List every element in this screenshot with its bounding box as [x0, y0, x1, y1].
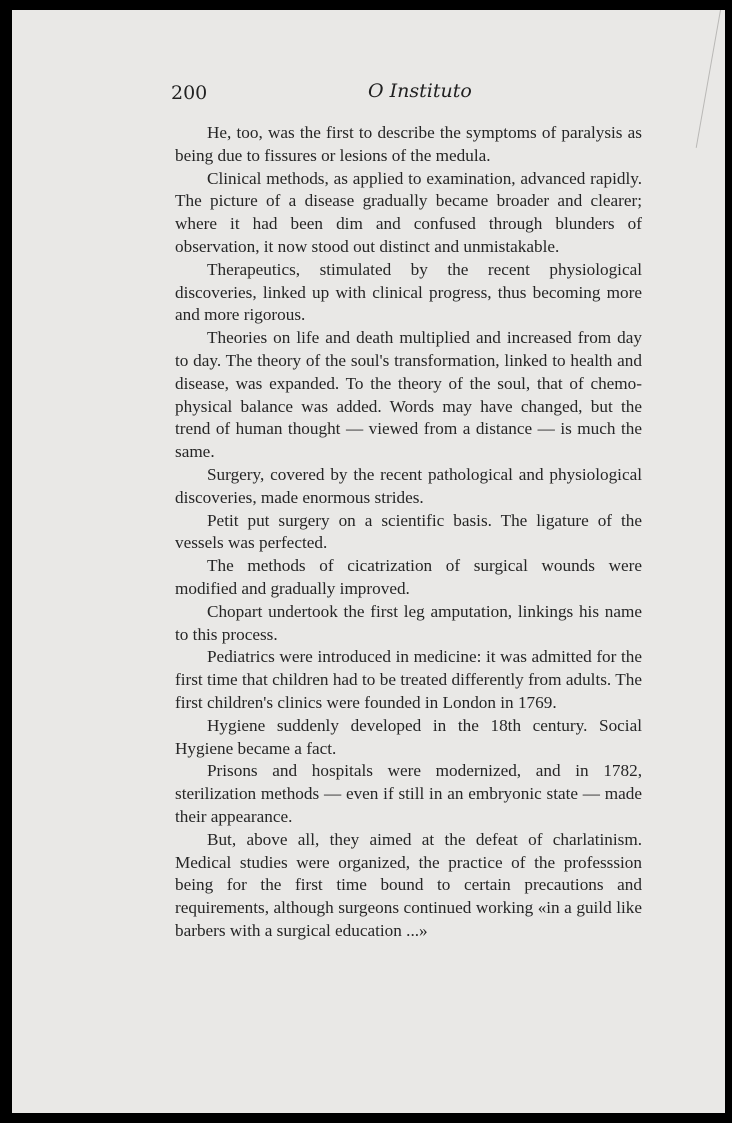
paragraph: Therapeutics, stimulated by the recent physiological discoveries, linked up with clinical progress, thus becoming more and more rigorous. [175, 259, 642, 325]
paragraph: Clinical methods, as applied to examination, advanced rapidly. The picture of a disease gradually became broader and clearer; where it had been dim and confused through blunders of observation, it now stood out distinct and unmistakable. [175, 168, 642, 256]
paragraph: He, too, was the first to describe the symptoms of paralysis as being due to fissures or lesions of the medula. [175, 123, 642, 165]
page-number: 200 [171, 82, 208, 104]
document-page [12, 10, 725, 1113]
running-title: O Instituto [368, 80, 472, 102]
paragraph: Theories on life and death multiplied and increased from day to day. The theory of the soul's transformation, linked to health and disease, was expanded. To the theory of the soul, that of chemo-physical balance was added. Words may have changed, but the trend of human thought — viewed from a distance — is much the same. [175, 328, 642, 462]
paragraph: Chopart undertook the first leg amputation, linkings his name to this process. [175, 601, 642, 644]
paragraph: The methods of cicatrization of surgical wounds were modified and gradually improved. [175, 556, 642, 598]
paragraph: Pediatrics were introduced in medicine: it was admitted for the first time that children had to be treated differently from adults. The first children's clinics were founded in London in 1769. [175, 647, 642, 712]
paragraph: But, above all, they aimed at the defeat of charlatinism. Medical studies were organized, the practice of the professsion being for the first time bound to certain precautions and requirements, although surgeons continued working «in a guild like barbers with a surgical education ...» [175, 829, 642, 940]
paragraph: Surgery, covered by the recent pathological and physiological discoveries, made enormous strides. [175, 464, 642, 507]
body-text [175, 122, 642, 943]
paragraph: Petit put surgery on a scientific basis. The ligature of the vessels was perfected. [175, 510, 642, 553]
page-header [12, 74, 725, 114]
paragraph: Hygiene suddenly developed in the 18th century. Social Hygiene became a fact. [175, 715, 642, 758]
paragraph: Prisons and hospitals were modernized, and in 1782, sterilization methods — even if still in an embryonic state — made their appearance. [175, 761, 642, 826]
